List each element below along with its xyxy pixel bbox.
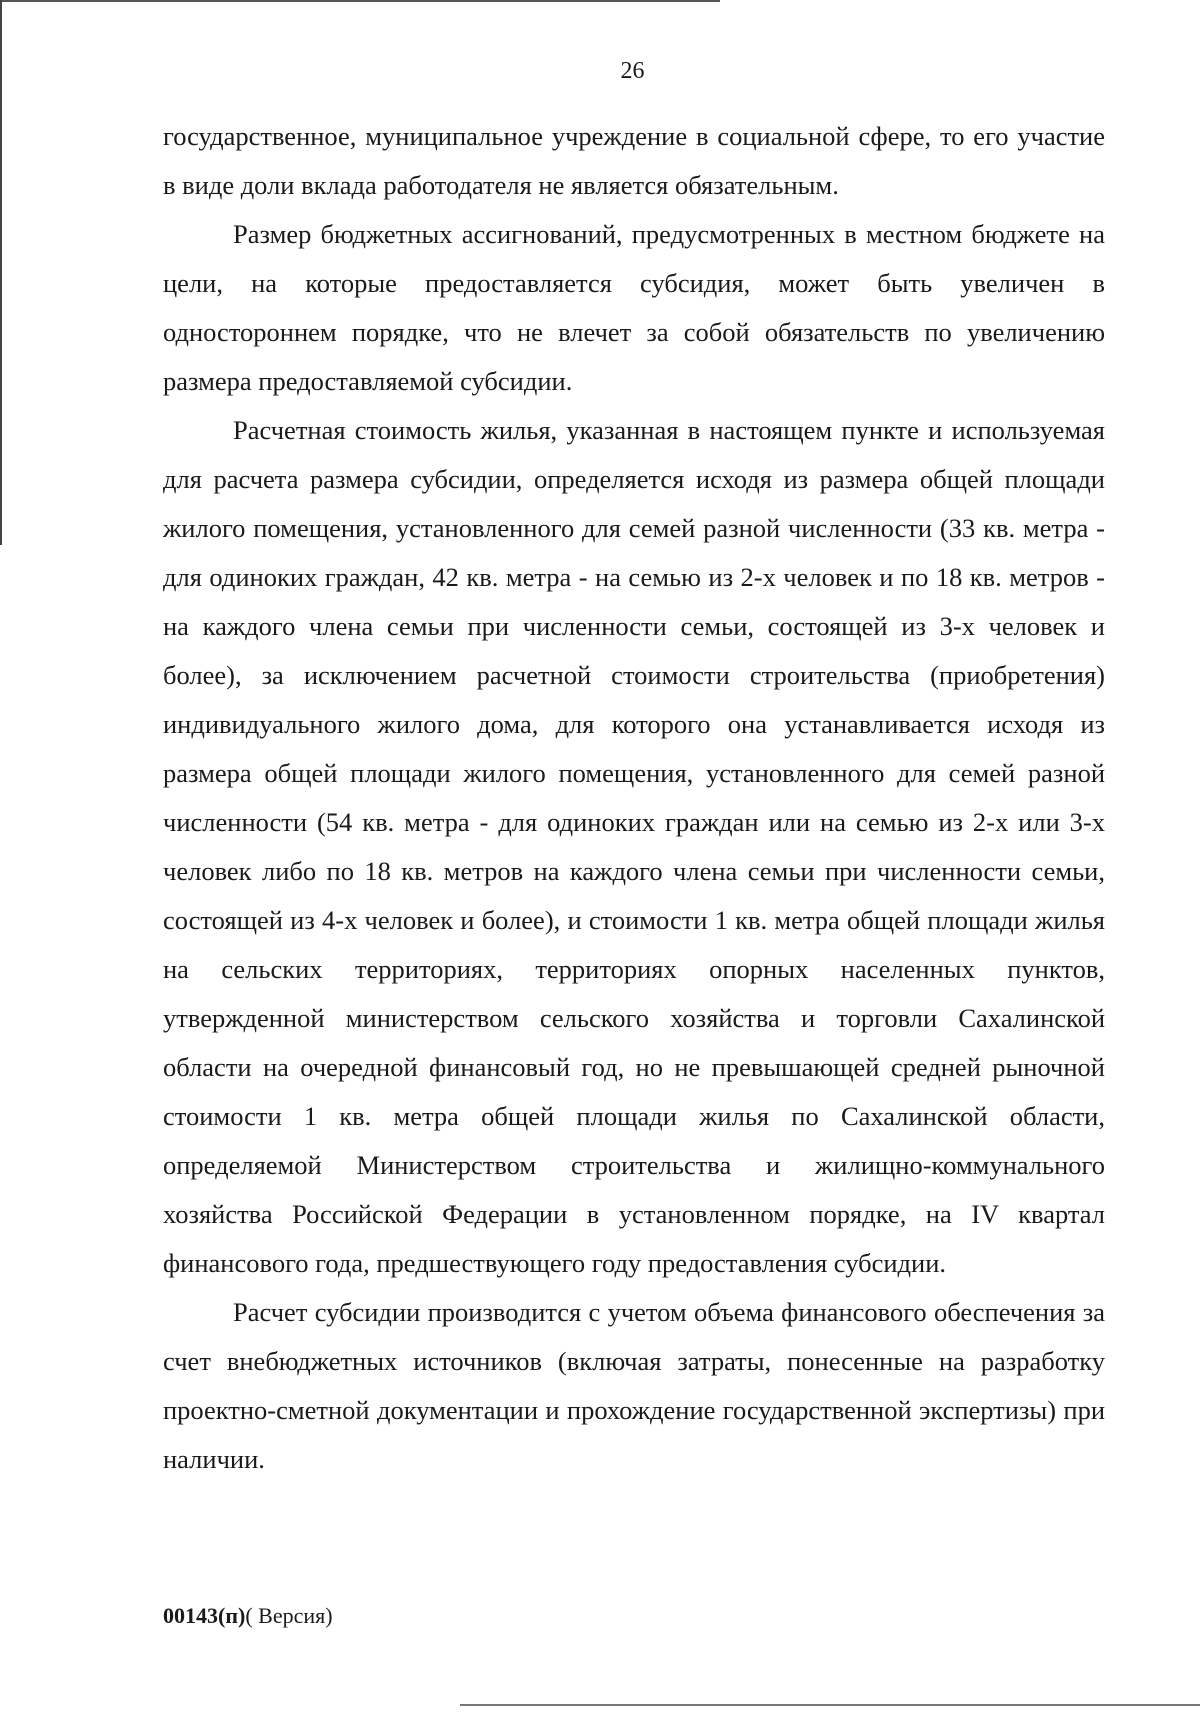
paragraph-2: Размер бюджетных ассигнований, предусмотренных в местном бюджете на цели, на которые предоставляется субсидия, может быть увеличен в одностороннем порядке, что не влечет за собой обязательств по увеличению размера предоставляемой субсидии. [163, 219, 1105, 396]
paragraph-4: Расчет субсидии производится с учетом объема финансового обеспечения за счет внебюджетных источников (включая затраты, понесенные на разработку проектно-сметной документации и прохождение государственной экспертизы) при наличии. [163, 1297, 1105, 1474]
scan-edge-bottom [460, 1704, 1200, 1706]
page-number: 26 [620, 58, 645, 84]
version-label: ( Версия) [245, 1603, 333, 1628]
document-footer [163, 1603, 333, 1629]
document-code: 00143(п) [163, 1603, 246, 1628]
scan-edge-top [0, 0, 720, 2]
paragraph-3: Расчетная стоимость жилья, указанная в настоящем пункте и используемая для расчета размера субсидии, определяется исходя из размера общей площади жилого помещения, установленного для семей разной численности (33 кв. метра - для одиноких граждан, 42 кв. метра - на семью из 2-х человек и по 18 кв. метров - на каждого члена семьи при численности семьи, состоящей из 3-х человек и более), за исключением расчетной стоимости строительства (приобретения) индивидуального жилого дома, для которого она устанавливается исходя из размера общей площади жилого помещения, установленного для семей разной численности (54 кв. метра - для одиноких граждан или на семью из 2-х или 3-х человек либо по 18 кв. метров на каждого члена семьи при численности семьи, состоящей из 4-х человек и более), и стоимости 1 кв. метра общей площади жилья на сельских территориях, территориях опорных населенных пунктов, утвержденной министерством сельского хозяйства и торговли Сахалинской области на очередной финансовый год, но не превышающей средней рыночной стоимости 1 кв. метра общей площади жилья по Сахалинской области, определяемой Министерством строительства и жилищно-коммунального хозяйства Российской Федерации в установленном порядке, на IV квартал финансового года, предшествующего году предоставления субсидии. [163, 415, 1105, 1278]
paragraph-1: государственное, муниципальное учреждение в социальной сфере, то его участие в виде доли вклада работодателя не является обязательным. [163, 121, 1105, 200]
document-body [163, 112, 1105, 1484]
